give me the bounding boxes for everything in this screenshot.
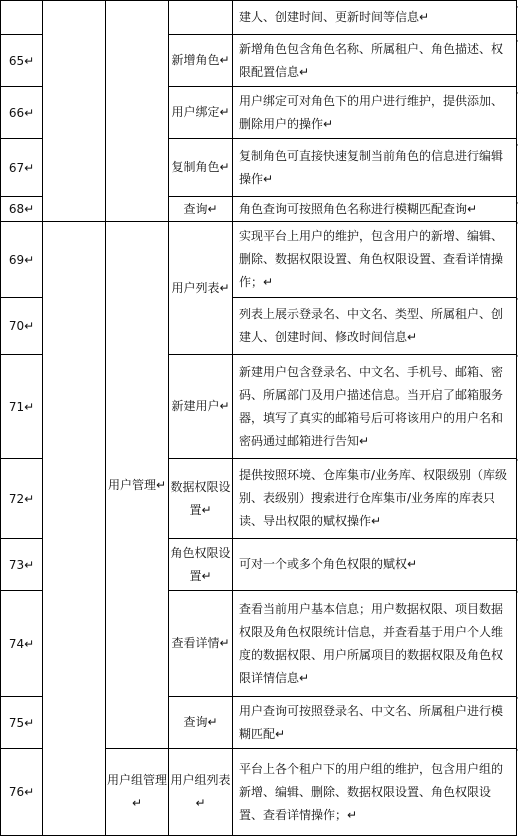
description-cell: 实现平台上用户的维护，包含用户的新增、编辑、删除、数据权限设置、角色权限设置、查看详情操作；↵ — [233, 222, 517, 298]
row-number: 73↵ — [1, 539, 43, 591]
row-end-mark: · — [516, 456, 519, 466]
feature-cell: 查询↵ — [169, 197, 233, 222]
row-number: 71↵ — [1, 355, 43, 459]
feature-cell — [169, 1, 233, 35]
row-number: 67↵ — [1, 139, 43, 197]
row-number — [1, 1, 43, 35]
row-number: 72↵ — [1, 459, 43, 539]
feature-cell: 新增角色↵ — [169, 35, 233, 87]
description-cell: 可对一个或多个角色权限的赋权↵ — [233, 539, 517, 591]
row-number: 74↵ — [1, 591, 43, 697]
feature-cell: 用户列表↵ — [169, 222, 233, 355]
description-cell: 提供按照环境、仓库集市/业务库、权限级别（库级别、表级别）搜索进行仓库集市/业务库的库表只读、导出权限的赋权操作↵ — [233, 459, 517, 539]
row-number: 69↵ — [1, 222, 43, 298]
description-cell: 用户查询可按照登录名、中文名、所属租户进行模糊匹配↵ — [233, 697, 517, 749]
table-row — [1, 1, 517, 35]
description-cell: 查看当前用户基本信息；用户数据权限、项目数据权限及角色权限统计信息，并查看基于用户个人维度的数据权限、用户所属项目的数据权限及角色权限详情信息↵ — [233, 591, 517, 697]
feature-cell: 查询↵ — [169, 697, 233, 749]
row-end-mark: · — [516, 37, 519, 47]
row-end-mark: · — [516, 141, 519, 151]
module-cell: 用户管理↵ — [106, 222, 169, 749]
feature-cell: 用户绑定↵ — [169, 87, 233, 139]
module-cell — [106, 1, 169, 222]
row-end-mark: · — [516, 3, 519, 13]
category-cell — [43, 1, 106, 222]
row-end-mark: · — [516, 219, 519, 229]
row-end-mark: · — [516, 295, 519, 305]
row-number: 76↵ — [1, 749, 43, 836]
row-end-mark: · — [516, 352, 519, 362]
description-cell: 列表上展示登录名、中文名、类型、所属租户、创建人、创建时间、修改时间信息↵ — [233, 298, 517, 355]
feature-cell: 复制角色↵ — [169, 139, 233, 197]
category-cell — [43, 222, 106, 836]
description-cell: 平台上各个租户下的用户组的维护，包含用户组的新增、编辑、删除、数据权限设置、角色权限设置、查看详情操作；↵ — [233, 749, 517, 836]
row-number: 75↵ — [1, 697, 43, 749]
row-end-mark: · — [516, 694, 519, 704]
feature-cell: 数据权限设置↵ — [169, 459, 233, 539]
row-number: 66↵ — [1, 87, 43, 139]
row-number: 68↵ — [1, 197, 43, 222]
row-end-mark: · — [516, 536, 519, 546]
description-cell: 新建用户包含登录名、中文名、手机号、邮箱、密码、所属部门及用户描述信息。当开启了邮箱服务器，填写了真实的邮箱号后可将该用户的用户名和密码通过邮箱进行告知↵ — [233, 355, 517, 459]
description-cell: 角色查询可按照角色名称进行模糊匹配查询↵ — [233, 197, 517, 222]
table-row — [1, 222, 517, 298]
row-end-mark: · — [516, 89, 519, 99]
feature-cell: 角色权限设置↵ — [169, 539, 233, 591]
description-cell: 用户绑定可对角色下的用户进行维护，提供添加、删除用户的操作↵ — [233, 87, 517, 139]
feature-cell: 新建用户↵ — [169, 355, 233, 459]
description-cell: 复制角色可直接快速复制当前角色的信息进行编辑操作↵ — [233, 139, 517, 197]
feature-cell: 查看详情↵ — [169, 591, 233, 697]
row-end-mark: · — [516, 588, 519, 598]
row-end-mark: · — [516, 746, 519, 756]
feature-cell: 用户组列表↵ — [169, 749, 233, 836]
row-number: 70↵ — [1, 298, 43, 355]
row-end-mark: · — [516, 199, 519, 209]
description-cell: 建人、创建时间、更新时间等信息↵ — [233, 1, 517, 35]
module-cell: 用户组管理↵ — [106, 749, 169, 836]
description-cell: 新增角色包含角色名称、所属租户、角色描述、权限配置信息↵ — [233, 35, 517, 87]
row-number: 65↵ — [1, 35, 43, 87]
